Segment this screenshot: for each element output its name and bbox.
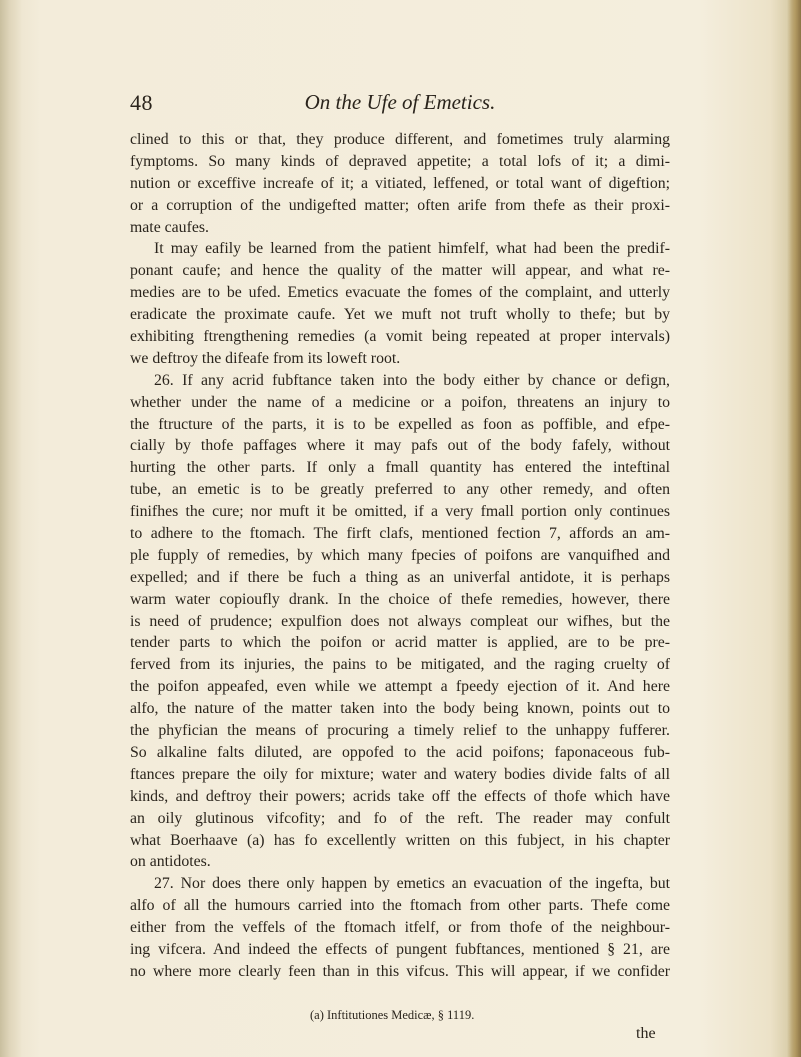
text-line: exhibiting ftrengthening remedies (a vomit being repeated at proper intervals) (130, 328, 670, 346)
running-title: On the Ufe of Emetics. (304, 90, 496, 114)
text-line: on antidotes. (130, 853, 211, 871)
text-line: no where more clearly feen than in this vifcus. This will appear, if we confider (130, 962, 670, 980)
text-line: So alkaline falts diluted, are oppofed to the acid poifons; faponaceous fub- (130, 743, 670, 761)
text-line: the poifon appeafed, even while we attempt a fpeedy ejection of it. And here (130, 678, 670, 696)
text-line: ing vifcera. And indeed the effects of pungent fubftances, mentioned § 21, are (130, 940, 670, 958)
text-line: ftances prepare the oily for mixture; water and watery bodies divide falts of all (130, 765, 670, 783)
text-line: tender parts to which the poifon or acrid matter is applied, are to be pre- (130, 634, 670, 652)
text-line: or a corruption of the undigefted matter; often arife from thefe as their proxi- (130, 196, 670, 214)
text-line: clined to this or that, they produce different, and fometimes truly alarming (130, 131, 670, 148)
text-line: we deftroy the difeafe from its loweft root. (130, 349, 401, 367)
text-line: 26. If any acrid fubftance taken into the body either by chance or defign, (154, 371, 670, 389)
footnote: (a) Inftitutiones Medicæ, § 1119. (310, 1008, 475, 1022)
text-line: fymptoms. So many kinds of depraved appetite; a total lofs of it; a dimi- (130, 152, 670, 170)
text-line: hurting the other parts. If only a fmall quantity has entered the inteftinal (130, 459, 670, 477)
text-line: the ftructure of the parts, it is to be expelled as foon as poffible, and efpe- (130, 415, 670, 433)
text-line: medies are to be ufed. Emetics evacuate the fomes of the complaint, and utterly (130, 284, 670, 302)
text-line: expelled; and if there be fuch a thing as an univerfal antidote, it is perhaps (130, 568, 670, 586)
text-line: alfo of all the humours carried into the ftomach from other parts. Thefe come (130, 897, 670, 915)
page-header (130, 90, 670, 120)
page-number: 48 (130, 90, 153, 115)
page-edge-stain (787, 0, 801, 1057)
page-gutter-shadow (0, 0, 22, 1057)
text-line: ple fupply of remedies, by which many fpecies of poifons are vanquifhed and (130, 546, 670, 564)
text-line: the phyfician the means of procuring a timely relief to the unhappy fufferer. (130, 722, 670, 740)
text-line: 27. Nor does there only happen by emetics an evacuation of the ingefta, but (154, 875, 670, 893)
text-line: mate caufes. (130, 218, 209, 236)
text-line: to adhere to the ftomach. The firft clafs, mentioned fection 7, affords an am- (130, 525, 670, 543)
text-line: warm water copioufly drank. In the choice of thefe remedies, however, there (130, 590, 670, 608)
text-line: alfo, the nature of the matter taken into the body being known, points out to (130, 700, 670, 718)
text-line: ferved from its injuries, the pains to be mitigated, and the raging cruelty of (130, 656, 670, 674)
text-line: either from the veffels of the ftomach itfelf, or from thofe of the neighbour- (130, 919, 670, 937)
text-line: eradicate the proximate caufe. Yet we muft not truft wholly to thefe; but by (130, 306, 670, 324)
catchword: the (636, 1025, 656, 1042)
text-line: finifhes the cure; nor muft it be omitted, if a very fmall portion only continues (130, 503, 670, 521)
text-line: whether under the name of a medicine or a poifon, threatens an injury to (130, 393, 670, 411)
text-line: is need of prudence; expulfion does not always compleat our wifhes, but the (130, 612, 670, 630)
text-line: ponant caufe; and hence the quality of the matter will appear, and what re- (130, 262, 670, 280)
text-line: what Boerhaave (a) has fo excellently written on this fubject, in his chapter (130, 831, 670, 849)
body-text (130, 129, 670, 983)
text-line: an oily glutinous vifcofity; and fo of the reft. The reader may confult (130, 809, 670, 827)
text-line: tube, an emetic is to be greatly preferred to any other remedy, and often (130, 481, 670, 499)
text-line: It may eafily be learned from the patient himfelf, what had been the predif- (154, 240, 670, 258)
text-line: cially by thofe paffages where it may pafs out of the body fafely, without (130, 437, 670, 455)
text-line: kinds, and deftroy their powers; acrids take off the effects of thofe which have (130, 787, 670, 805)
text-line: nution or exceffive increafe of it; a vitiated, leffened, or total want of digeftion; (130, 174, 670, 192)
